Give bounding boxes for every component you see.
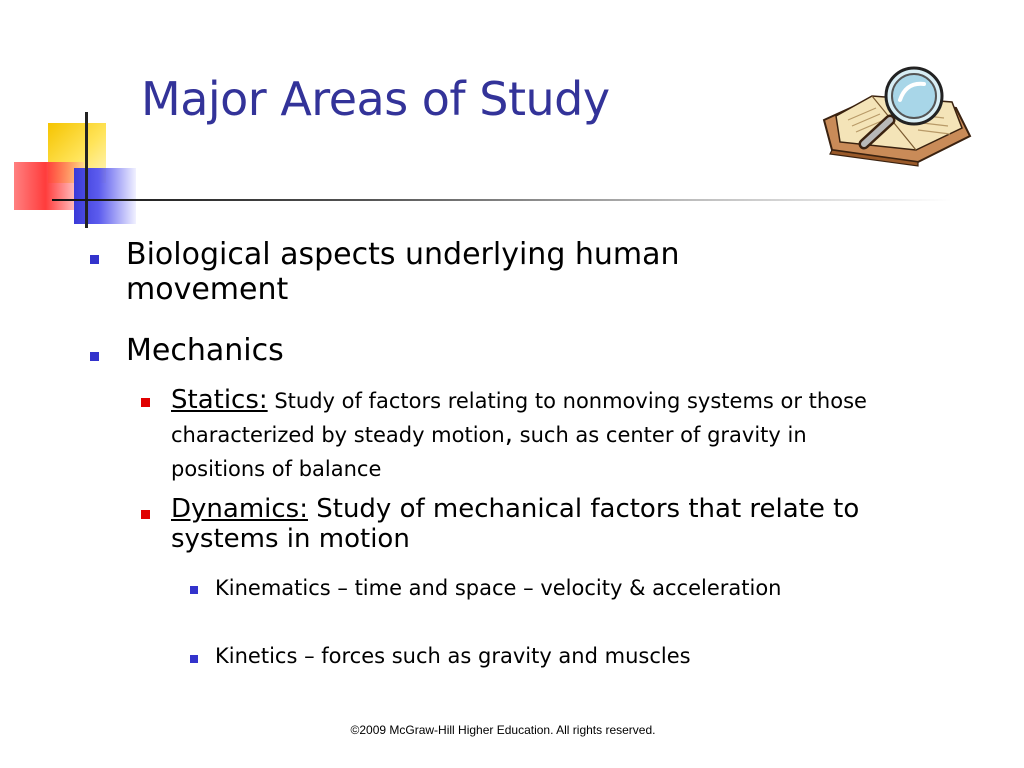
slide-title: Major Areas of Study [141,72,610,126]
bullet-marker [90,352,99,361]
sub-bullet-marker [141,398,150,407]
sub-sub-bullet-marker [190,655,198,663]
bullet-statics [171,384,871,485]
dynamics-term: Dynamics: [171,494,308,524]
ornament-blue-square [74,168,136,224]
statics-definition: Study of factors relating to nonmoving systems or those characterized by steady motion [171,389,867,447]
sub-bullet-marker [141,510,150,519]
dynamics-definition: Study of mechanical factors that relate to systems in motion [171,494,860,554]
bullet-biological: Biological aspects underlying human movement [126,237,680,307]
statics-term: Statics: [171,385,268,415]
bullet-dynamics [171,495,871,555]
bullet-kinetics: Kinetics – forces such as gravity and muscles [215,644,691,668]
bullet-marker [90,255,99,264]
copyright-text: ©2009 McGraw-Hill Higher Education. All rights reserved. [350,723,656,737]
statics-comma: , [504,418,513,449]
ornament-vertical-line [85,112,88,228]
title-divider-line [52,199,952,201]
statics-definition-continued: such as center of gravity in positions of balance [171,422,807,481]
magnifier-over-book-icon [806,62,976,172]
copyright-footer [0,723,1024,737]
sub-sub-bullet-marker [190,586,198,594]
bullet-mechanics: Mechanics [126,333,284,368]
bullet-kinematics: Kinematics – time and space – velocity & acceleration [215,576,782,600]
